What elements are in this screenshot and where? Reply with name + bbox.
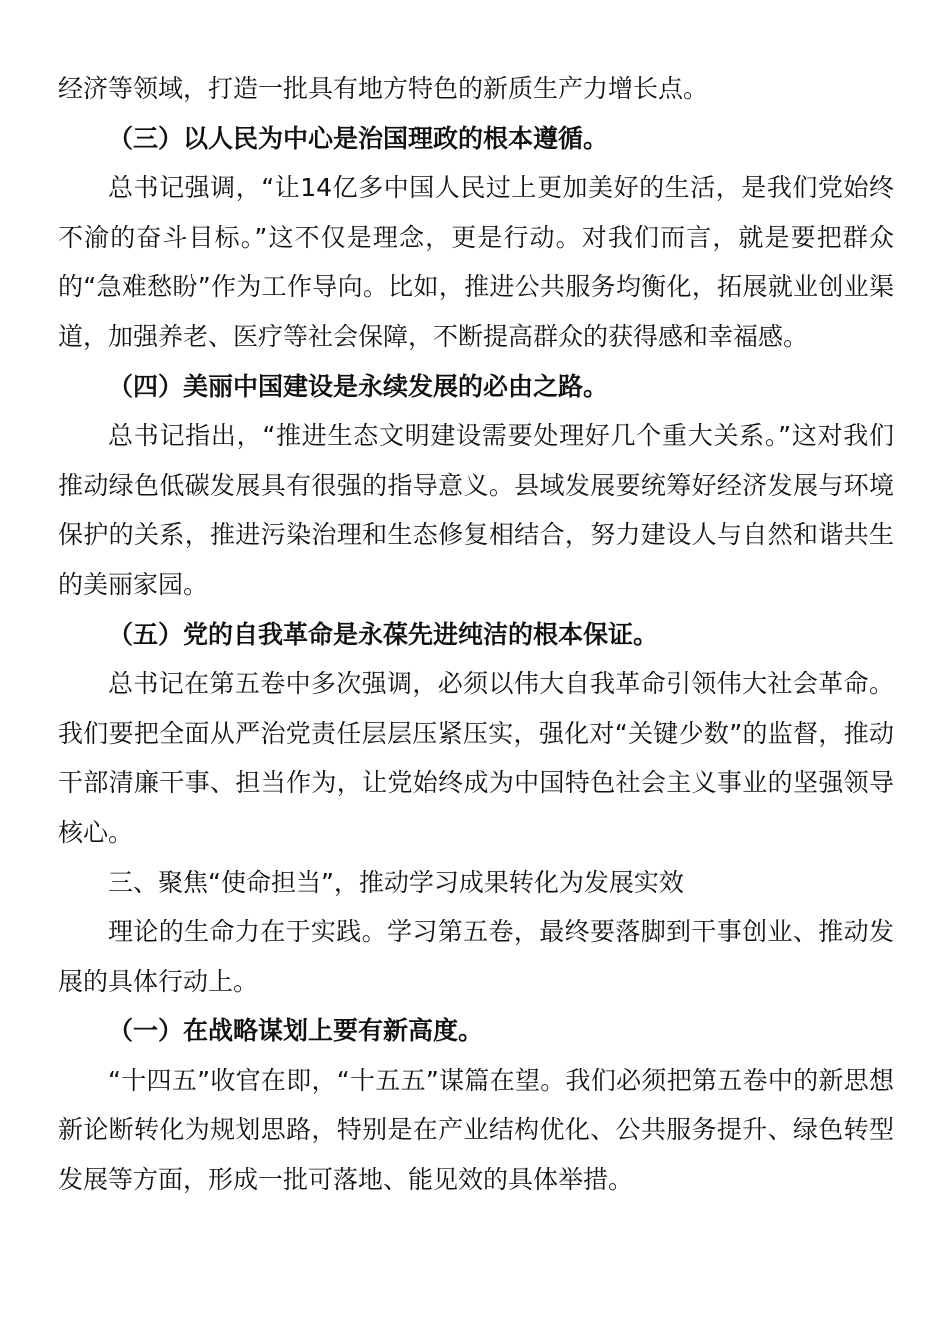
document-body	[58, 64, 894, 1205]
paragraph-continuation: 经济等领域，打造一批具有地方特色的新质生产力增长点。	[58, 74, 709, 103]
body-paragraph: 理论的生命力在于实践。学习第五卷，最终要落脚到干事创业、推动发展的具体行动上。	[58, 917, 894, 996]
body-paragraph: 总书记在第五卷中多次强调，必须以伟大自我革命引领伟大社会革命。我们要把全面从严治党责任层层压紧压实，强化对“关键少数”的监督，推动干部清廉干事、担当作为，让党始终成为中国特色社会主义事业的坚强领导核心。	[58, 669, 894, 847]
subheading-1: （一）在战略谋划上要有新高度。	[108, 1016, 484, 1046]
body-paragraph: 总书记强调，“让14亿多中国人民过上更加美好的生活，是我们党始终不渝的奋斗目标。”这不仅是理念，更是行动。对我们而言，就是要把群众的“急难愁盼”作为工作导向。比如，推进公共服务均衡化，拓展就业创业渠道，加强养老、医疗等社会保障，不断提高群众的获得感和幸福感。	[58, 173, 894, 351]
subheading-4: （四）美丽中国建设是永续发展的必由之路。	[108, 371, 609, 401]
section-heading-3: 三、聚焦“使命担当”，推动学习成果转化为发展实效	[108, 867, 684, 897]
body-paragraph: “十四五”收官在即，“十五五”谋篇在望。我们必须把第五卷中的新思想新论断转化为规划思路，特别是在产业结构优化、公共服务提升、绿色转型发展等方面，形成一批可落地、能见效的具体举措。	[58, 1065, 894, 1195]
body-paragraph: 总书记指出，“推进生态文明建设需要处理好几个重大关系。”这对我们推动绿色低碳发展具有很强的指导意义。县域发展要统筹好经济发展与环境保护的关系，推进污染治理和生态修复相结合，努力建设人与自然和谐共生的美丽家园。	[58, 421, 894, 599]
subheading-5: （五）党的自我革命是永葆先进纯洁的根本保证。	[108, 619, 659, 649]
subheading-3: （三）以人民为中心是治国理政的根本遵循。	[108, 123, 609, 153]
